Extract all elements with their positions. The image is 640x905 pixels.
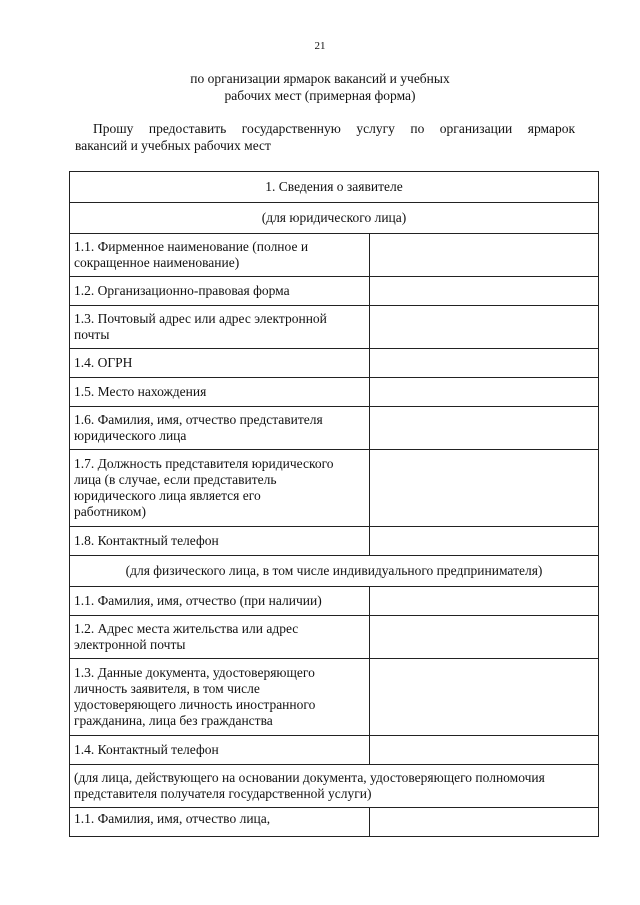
individual-header: (для физического лица, в том числе индивидуального предпринимателя) [70,556,599,587]
label-line: сокращенное наименование) [74,255,240,270]
label-line: 1.2. Организационно-правовая форма [74,283,290,298]
document-title [0,70,640,104]
label-line: 1.4. ОГРН [74,355,133,370]
field-value-cell[interactable] [369,527,598,556]
request-paragraph [75,120,575,154]
table-row [70,277,599,306]
legal-entity-header-row [70,203,599,234]
table-row [70,808,599,837]
table-row [70,450,599,527]
title-line-2: рабочих мест (примерная форма) [224,88,416,103]
section-title: 1. Сведения о заявителе [70,172,599,203]
label-line: 1.1. Фамилия, имя, отчество лица, [74,811,271,826]
field-value-cell[interactable] [369,407,598,450]
field-value-cell[interactable] [369,736,598,765]
table-row [70,306,599,349]
label-line: 1.1. Фамилия, имя, отчество (при наличии) [74,593,322,608]
label-line: 1.5. Место нахождения [74,384,207,399]
field-value-cell[interactable] [369,378,598,407]
field-label [70,306,370,349]
field-value-cell[interactable] [369,587,598,616]
label-line: 1.1. Фирменное наименование (полное и [74,239,309,254]
request-line-1: Прошу предоставить государственную услугу по организации ярмарок [93,121,575,136]
table-row [70,407,599,450]
field-value-cell[interactable] [369,659,598,736]
label-line: 1.2. Адрес места жительства или адрес [74,621,299,636]
field-value-cell[interactable] [369,277,598,306]
field-value-cell[interactable] [369,306,598,349]
field-label [70,587,370,616]
label-line: 1.3. Почтовый адрес или адрес электронной [74,311,327,326]
page-number: 21 [314,40,326,52]
field-label [70,378,370,407]
label-line: 1.4. Контактный телефон [74,742,219,757]
field-label [70,407,370,450]
representative-header [70,765,599,808]
field-value-cell[interactable] [369,234,598,277]
table-row [70,349,599,378]
field-value-cell[interactable] [369,349,598,378]
field-label [70,808,370,837]
table-row [70,736,599,765]
field-label [70,277,370,306]
field-value-cell[interactable] [369,450,598,527]
field-label [70,527,370,556]
label-line: удостоверяющего личность иностранного [74,697,316,712]
table-row [70,587,599,616]
table-row [70,378,599,407]
request-line-2: вакансий и учебных рабочих мест [75,138,271,153]
applicant-form-table [69,171,599,837]
table-row [70,659,599,736]
field-value-cell[interactable] [369,808,598,837]
label-line: гражданина, лица без гражданства [74,713,273,728]
label-line: электронной почты [74,637,186,652]
field-label [70,659,370,736]
label-line: 1.6. Фамилия, имя, отчество представителя [74,412,323,427]
header-line: представителя получателя государственной услуги) [74,786,372,801]
label-line: юридического лица является его [74,488,261,503]
field-value-cell[interactable] [369,616,598,659]
representative-header-row [70,765,599,808]
section-title-row [70,172,599,203]
legal-entity-header: (для юридического лица) [70,203,599,234]
label-line: юридического лица [74,428,187,443]
field-label [70,450,370,527]
field-label [70,736,370,765]
table-row [70,234,599,277]
header-line: (для лица, действующего на основании документа, удостоверяющего полномочия [74,770,545,785]
label-line: лица (в случае, если представитель [74,472,277,487]
table-row [70,616,599,659]
title-line-1: по организации ярмарок вакансий и учебных [190,71,450,86]
table-row [70,527,599,556]
field-label [70,349,370,378]
label-line: 1.3. Данные документа, удостоверяющего [74,665,315,680]
label-line: работником) [74,504,146,519]
label-line: 1.7. Должность представителя юридического [74,456,334,471]
label-line: 1.8. Контактный телефон [74,533,219,548]
label-line: почты [74,327,110,342]
field-label [70,616,370,659]
label-line: личность заявителя, в том числе [74,681,260,696]
field-label [70,234,370,277]
individual-header-row [70,556,599,587]
